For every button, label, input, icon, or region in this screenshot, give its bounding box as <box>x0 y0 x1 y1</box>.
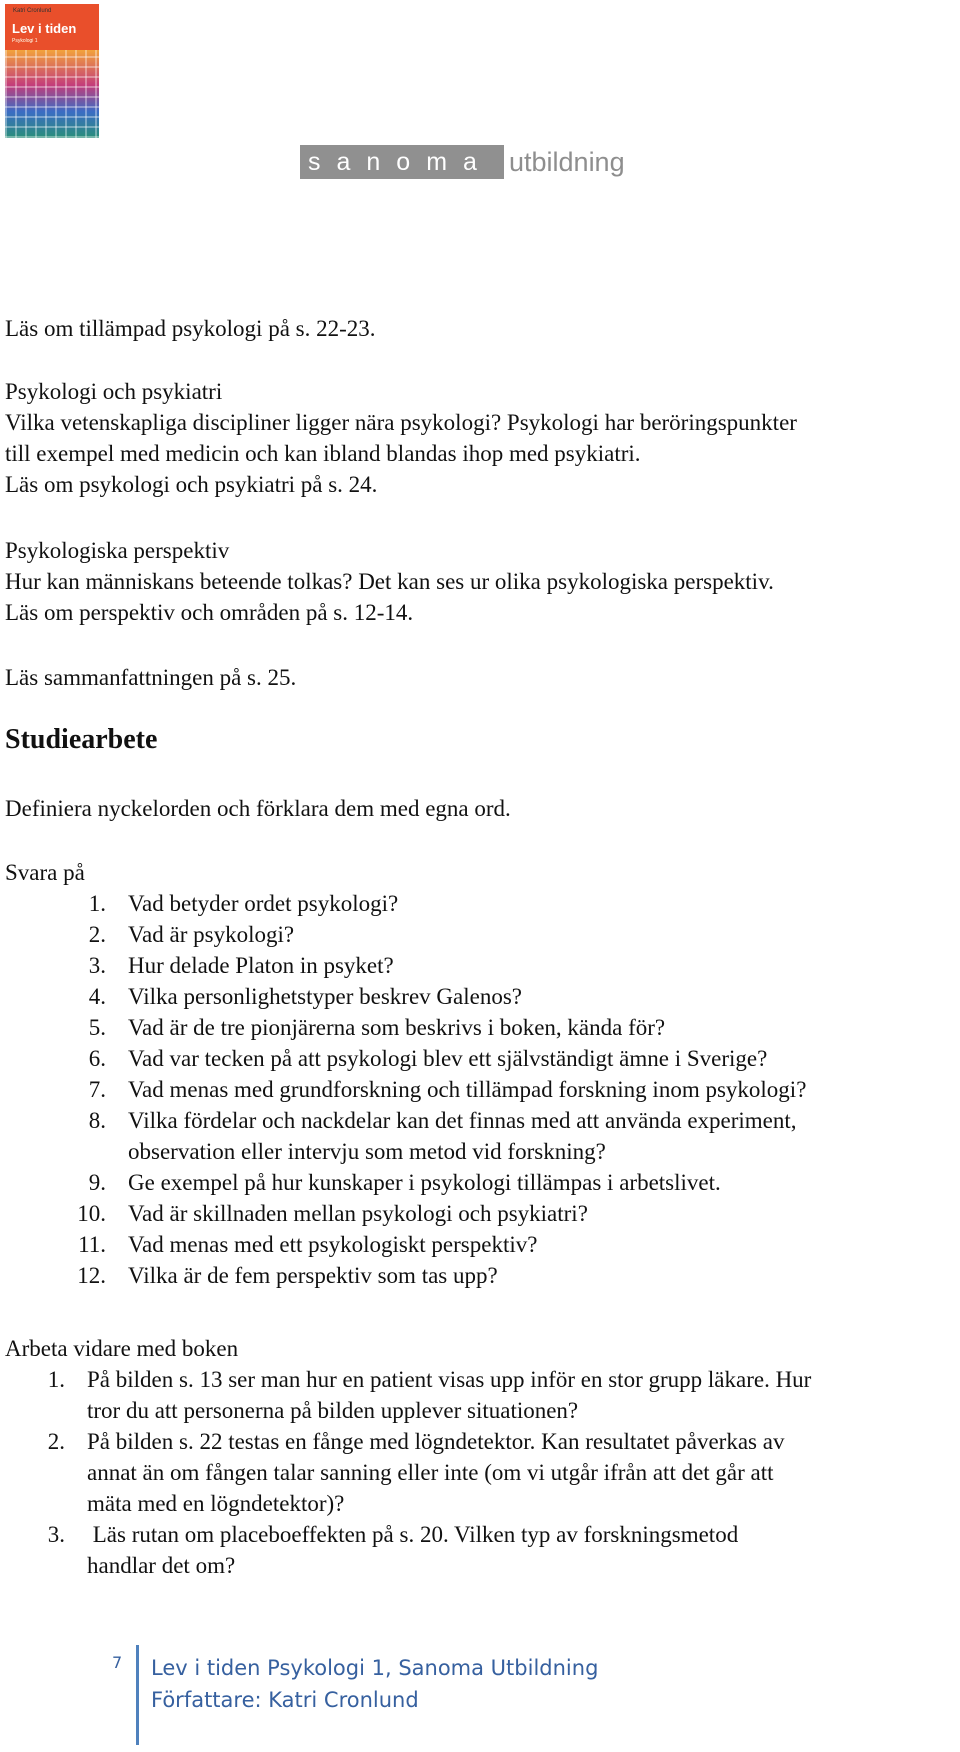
question-text: Vilka personlighetstyper beskrev Galenos? <box>128 984 522 1009</box>
arbeta-item-text: Läs rutan om placeboeffekten på s. 20. Vilken typ av forskningsmetod <box>87 1522 739 1547</box>
footer-line-1: Lev i tiden Psykologi 1, Sanoma Utbildning <box>151 1656 599 1680</box>
question-number: 9. <box>88 1170 106 1195</box>
arbeta-heading: Arbeta vidare med boken <box>5 1336 239 1361</box>
section-heading-perspektiv: Psykologiska perspektiv <box>5 538 230 563</box>
summary-line: Läs sammanfattningen på s. 25. <box>5 665 297 690</box>
question-number: 7. <box>88 1077 106 1102</box>
cover-subtitle: Psykologi 1 <box>12 38 38 44</box>
arbeta-item-text: tror du att personerna på bilden upplever situationen? <box>87 1398 579 1423</box>
logo-suffix: utbildning <box>509 147 625 177</box>
arbeta-item-text: handlar det om? <box>87 1553 236 1578</box>
footer-divider <box>136 1645 139 1745</box>
arbeta-item-text: På bilden s. 22 testas en fånge med lögndetektor. Kan resultatet påverkas av <box>87 1429 785 1454</box>
svara-heading: Svara på <box>5 860 85 885</box>
intro-line: Läs om tillämpad psykologi på s. 22-23. <box>5 316 376 341</box>
definiera-line: Definiera nyckelorden och förklara dem med egna ord. <box>5 796 511 821</box>
arbeta-item-number: 3. <box>47 1522 65 1547</box>
paragraph-line: Vilka vetenskapliga discipliner ligger nära psykologi? Psykologi har beröringspunkter <box>5 410 797 435</box>
question-text: Vad menas med ett psykologiskt perspektiv? <box>128 1232 538 1257</box>
question-text-continued: observation eller intervju som metod vid forskning? <box>128 1139 606 1164</box>
question-text: Ge exempel på hur kunskaper i psykologi tillämpas i arbetslivet. <box>128 1170 721 1195</box>
paragraph-line: Läs om perspektiv och områden på s. 12-14. <box>5 600 414 625</box>
arbeta-item-number: 2. <box>47 1429 65 1454</box>
footer-line-2: Författare: Katri Cronlund <box>151 1688 419 1712</box>
question-text: Hur delade Platon in psyket? <box>128 953 394 978</box>
section-heading-psykiatri: Psykologi och psykiatri <box>5 379 223 404</box>
arbeta-item-text: På bilden s. 13 ser man hur en patient visas upp inför en stor grupp läkare. Hur <box>87 1367 812 1392</box>
paragraph-line: till exempel med medicin och kan ibland blandas ihop med psykiatri. <box>5 441 641 466</box>
question-number: 5. <box>88 1015 106 1040</box>
question-number: 1. <box>88 891 106 916</box>
logo-brand: sanoma <box>308 148 493 176</box>
cover-portrait-grid <box>5 50 99 138</box>
question-text: Vilka är de fem perspektiv som tas upp? <box>128 1263 498 1288</box>
book-cover-image <box>5 4 99 138</box>
question-text: Vad betyder ordet psykologi? <box>128 891 399 916</box>
question-number: 3. <box>88 953 106 978</box>
question-number: 10. <box>77 1201 106 1226</box>
arbeta-item-number: 1. <box>47 1367 65 1392</box>
page-number: 7 <box>112 1653 123 1672</box>
question-text: Vad är skillnaden mellan psykologi och psykiatri? <box>128 1201 588 1226</box>
question-text: Vilka fördelar och nackdelar kan det finnas med att använda experiment, <box>128 1108 797 1133</box>
question-number: 12. <box>77 1263 106 1288</box>
arbeta-item-text: annat än om fången talar sanning eller inte (om vi utgår ifrån att det går att <box>87 1460 774 1485</box>
question-text: Vad är psykologi? <box>128 922 295 947</box>
paragraph-line: Hur kan människans beteende tolkas? Det kan ses ur olika psykologiska perspektiv. <box>5 569 774 594</box>
cover-title: Lev i tiden <box>12 21 77 36</box>
question-number: 6. <box>88 1046 106 1071</box>
question-text: Vad är de tre pionjärerna som beskrivs i boken, kända för? <box>128 1015 666 1040</box>
question-number: 2. <box>88 922 106 947</box>
studiearbete-heading: Studiearbete <box>5 724 158 755</box>
question-number: 8. <box>88 1108 106 1133</box>
arbeta-item-text: mäta med en lögndetektor)? <box>87 1491 345 1516</box>
paragraph-line: Läs om psykologi och psykiatri på s. 24. <box>5 472 378 497</box>
question-text: Vad menas med grundforskning och tillämpad forskning inom psykologi? <box>128 1077 807 1102</box>
question-text: Vad var tecken på att psykologi blev ett självständigt ämne i Sverige? <box>128 1046 768 1071</box>
question-number: 11. <box>78 1232 106 1257</box>
question-number: 4. <box>88 984 106 1009</box>
cover-author: Katri Cronlund <box>13 8 52 14</box>
